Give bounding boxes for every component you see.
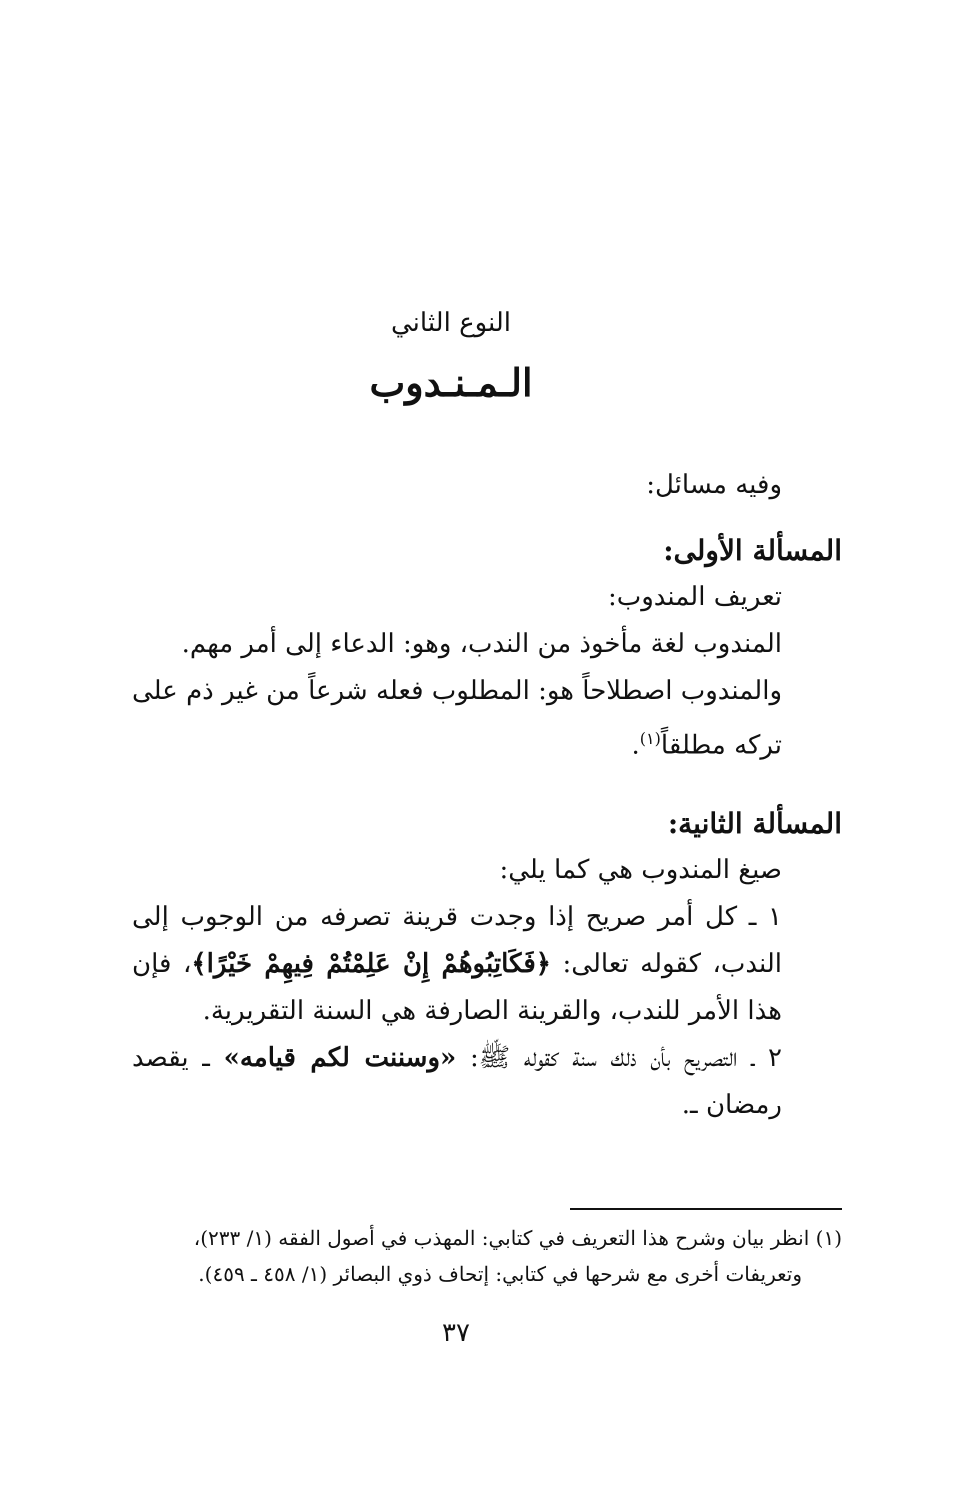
item-one-start: ١ ـ كل أمر صريح إذا وجدت قرينة تصرفه من الوجوب إلى الندب، كقوله تعالى: [132, 901, 782, 979]
technical-definition [132, 668, 842, 770]
item-one [132, 894, 842, 1035]
page-number: ٣٧ [442, 1318, 470, 1348]
technical-definition-text: والمندوب اصطلاحاً هو: المطلوب فعله شرعاً من غير ذم على تركه مطلقاً [132, 676, 782, 761]
linguistic-definition: المندوب لغة مأخوذ من الندب، وهو: الدعاء إلى أمر مهم. [181, 629, 782, 659]
intro-line: وفيه مسائل: [646, 470, 782, 500]
technical-definition-end: . [631, 730, 640, 761]
question-two-heading: المسألة الثانية: [667, 806, 842, 840]
item-two-end: ـ يقصد رمضان ـ. [132, 1042, 782, 1120]
item-one-end: ، فإن هذا الأمر للندب، والقرينة الصارفة هي السنة التقريرية. [132, 948, 782, 1026]
chapter-title: الـمـنـدوب [369, 360, 533, 405]
hadith-quote: «وسننت لكم قيامه» [223, 1042, 457, 1073]
section-kind-title: النوع الثاني [390, 308, 512, 338]
body-text [132, 462, 842, 1129]
question-one-heading: المسألة الأولى: [663, 534, 842, 567]
footnotes [132, 1220, 842, 1292]
item-two-start: ٢ ـ التصريح بأن ذلك سنة كقوله ﷺ: [456, 1042, 782, 1073]
footnote-line-1: (١) انظر بيان وشرح هذا التعريف في كتابي: المهذب في أصول الفقه (١/ ٢٣٣)، [193, 1226, 842, 1250]
footnote-ref-1: (١) [639, 729, 661, 748]
question-one-subheading: تعريف المندوب: [607, 582, 782, 612]
footnote-line-2: وتعريفات أخرى مع شرحها في كتابي: إتحاف ذوي البصائر (١/ ٤٥٨ ـ ٤٥٩). [198, 1262, 802, 1286]
question-two-subheading: صيغ المندوب هي كما يلي: [499, 854, 782, 885]
item-two [132, 1035, 842, 1129]
quran-verse: ﴿فَكَاتِبُوهُمْ إِنْ عَلِمْتُمْ فِيهِمْ خَيْرًا﴾ [191, 948, 552, 979]
footnote-divider [570, 1208, 842, 1210]
